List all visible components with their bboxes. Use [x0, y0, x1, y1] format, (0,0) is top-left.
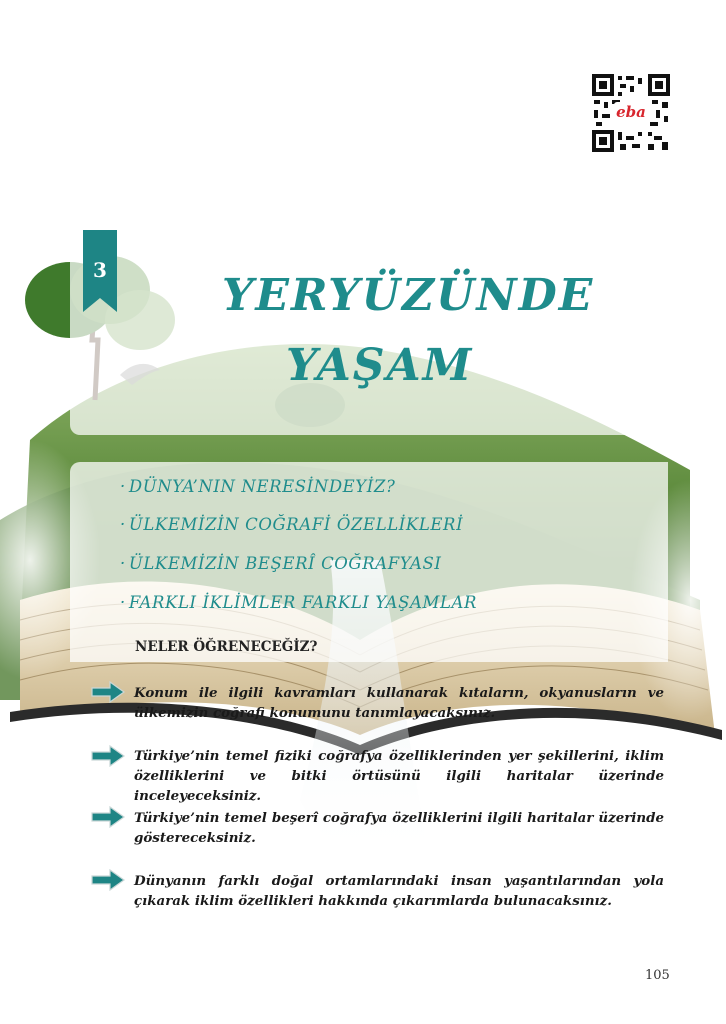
outcomes-heading: NELER ÖĞRENECEĞİZ? [135, 639, 318, 655]
topic-item [120, 477, 395, 496]
topic-item [120, 554, 442, 573]
topic-text: ÜLKEMİZİN COĞRAFİ ÖZELLİKLERİ [128, 515, 464, 534]
bullet-dot-icon: · [120, 554, 126, 573]
topic-text: FARKLI İKLİMLER FARKLI YAŞAMLAR [128, 593, 478, 612]
bullet-dot-icon: · [120, 515, 126, 534]
qr-code-icon[interactable] [592, 74, 670, 152]
eba-logo: eba [616, 103, 646, 121]
chapter-tab [83, 230, 117, 312]
outcome-item: Türkiye’nin temel fiziki coğrafya özelliklerinden yer şekillerini, iklim özelliklerini ve bitki örtüsünü ilgili haritalar üzerinde inceleyeceksiniz. [134, 748, 664, 804]
outcome-item: Dünyanın farklı doğal ortamlarındaki insan yaşantılarından yola çıkarak iklim özellikleri hakkında çıkarımlarda bulunacaksınız. [134, 873, 664, 909]
chapter-title-line-2: YAŞAM [286, 340, 474, 391]
topic-text: ÜLKEMİZİN BEŞERÎ COĞRAFYASI [128, 554, 442, 573]
arrow-right-icon [90, 869, 126, 891]
arrow-right-icon [90, 806, 126, 828]
arrow-right-icon [90, 681, 126, 703]
arrow-right-icon [90, 745, 126, 767]
topic-text: DÜNYA’NIN NERESİNDEYİZ? [128, 477, 396, 496]
page-number: 105 [645, 968, 670, 983]
topic-item [120, 593, 477, 612]
title-panel [70, 230, 670, 435]
outcome-item: Konum ile ilgili kavramları kullanarak kıtaların, okyanusların ve ülkemizin coğrafi konumunu tanımlayacaksınız. [134, 685, 664, 721]
chapter-number: 3 [93, 258, 107, 282]
bullet-dot-icon: · [120, 593, 126, 612]
bullet-dot-icon: · [120, 477, 126, 496]
topic-item [120, 515, 463, 534]
chapter-title-line-1: YERYÜZÜNDE [222, 270, 595, 321]
outcome-item: Türkiye’nin temel beşerî coğrafya özelliklerini ilgili haritalar üzerinde göstereceksiniz. [134, 810, 664, 846]
